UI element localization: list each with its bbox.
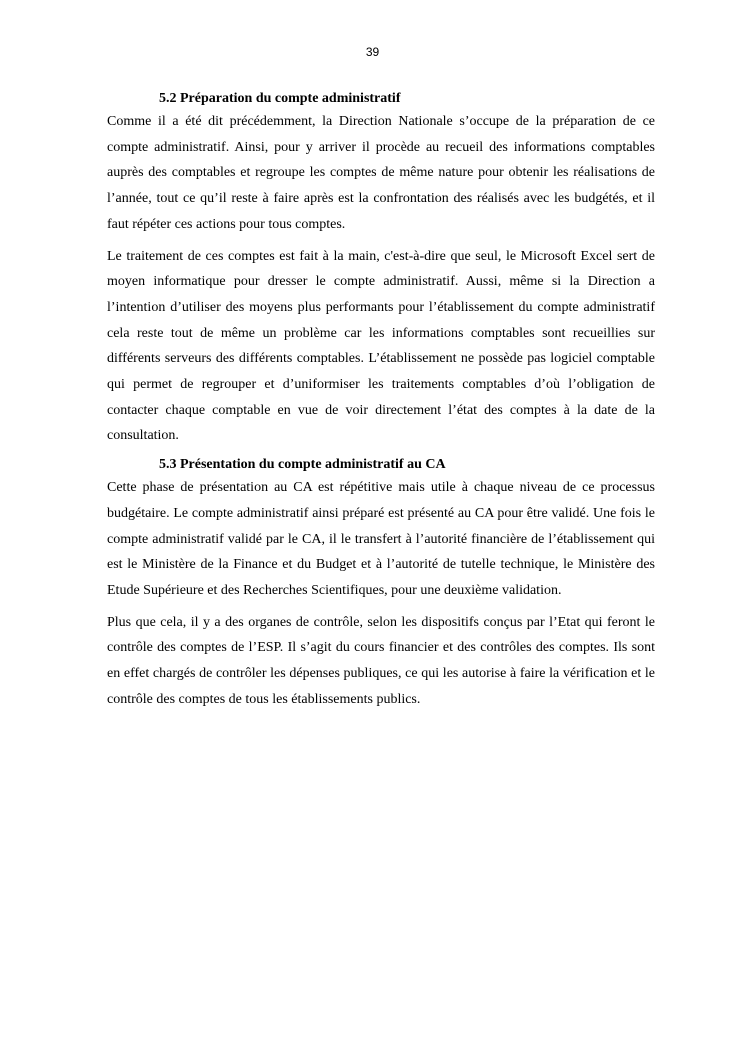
page-content [107,88,655,712]
paragraph: Le traitement de ces comptes est fait à la main, c'est-à-dire que seul, le Microsoft Excel sert de moyen informatique pour dresser le compte administratif. Aussi, même si la Direction a l’intention d’utiliser des moyens plus performants pour l’établissement du compte administratif cela reste tout de même un problème car les informations comptables sont recueillies sur différents serveurs des différents comptables. L’établissement ne possède pas logiciel comptable qui permet de regrouper et d’uniformiser les traitements comptables d’où l’obligation de contacter chaque comptable en vue de voir directement l’état des comptes à la date de la consultation. [107,248,655,444]
paragraph: Comme il a été dit précédemment, la Direction Nationale s’occupe de la préparation de ce compte administratif. Ainsi, pour y arriver il procède au recueil des informations comptables auprès des comptables et regroupe les comptes de même nature pour obtenir les réalisations de l’année, tout ce qu’il reste à faire après est la confrontation des réalisés avec les budgétés, et il faut répéter ces actions pour tous comptes. [107,114,655,232]
section-5-3 [107,454,655,712]
page-number: 39 [365,45,380,59]
section-5-2 [107,88,655,449]
section-heading: 5.3 Présentation du compte administratif au CA [159,457,446,473]
paragraph: Cette phase de présentation au CA est répétitive mais utile à chaque niveau de ce processus budgétaire. Le compte administratif ainsi préparé est présenté au CA pour être validé. Une fois le compte administratif validé par le CA, il le transfert à l’autorité financière de l’établissement qui est le Ministère de la Finance et du Budget et à l’autorité de tutelle technique, le Ministère des Etude Supérieure et des Recherches Scientifiques, pour une deuxième validation. [107,480,655,598]
section-heading: 5.2 Préparation du compte administratif [159,91,401,106]
paragraph: Plus que cela, il y a des organes de contrôle, selon les dispositifs conçus par l’Etat qui feront le contrôle des comptes de l’ESP. Il s’agit du cours financier et des contrôles des comptes. Ils sont en effet chargés de contrôler les dépenses publiques, ce qui les autorise à faire la vérification et le contrôle des comptes de tous les établissements publics. [107,614,655,707]
